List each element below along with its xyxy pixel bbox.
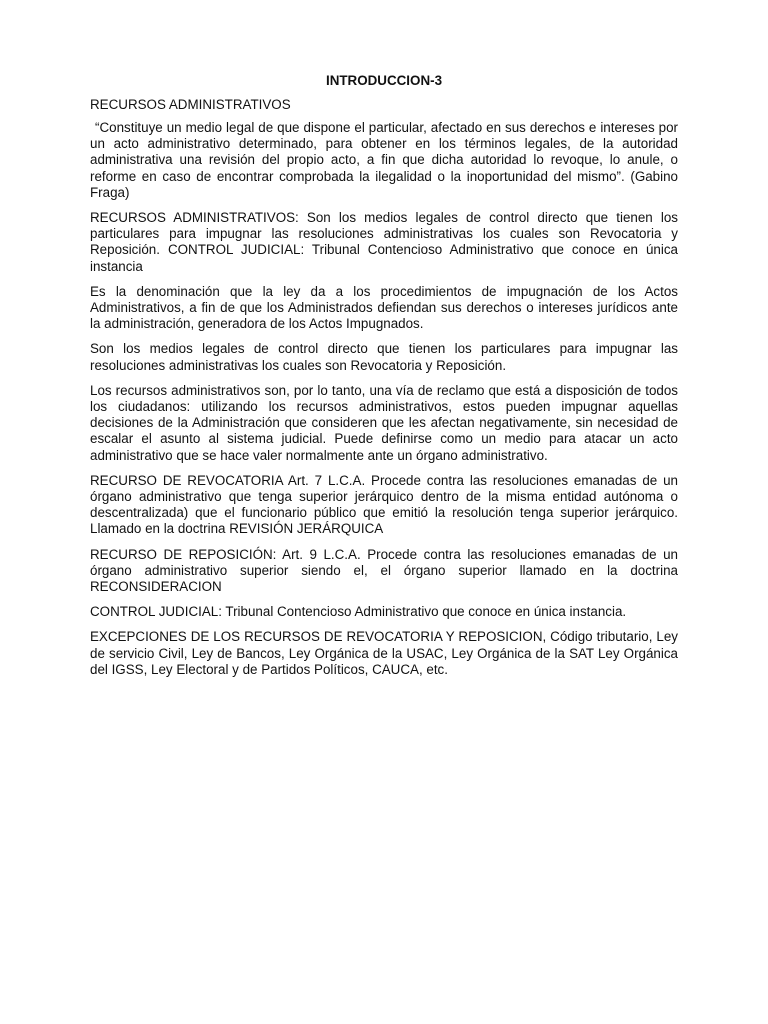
paragraph-recurso-revocatoria: RECURSO DE REVOCATORIA Art. 7 L.C.A. Procede contra las resoluciones emanadas de un órgano administrativo que tenga superior jerárquico dentro de la misma entidad autónoma o descentralizada) que el funcionario público que emitió la resolución tenga superior jerárquico. Llamado en la doctrina REVISIÓN JERÁRQUICA xyxy=(90,472,678,537)
paragraph-excepciones: EXCEPCIONES DE LOS RECURSOS DE REVOCATORIA Y REPOSICION, Código tributario, Ley de servicio Civil, Ley de Bancos, Ley Orgánica de la USAC, Ley Orgánica de la SAT Ley Orgánica del IGSS, Ley Electoral y de Partidos Políticos, CAUCA, etc. xyxy=(90,629,678,677)
document-title: INTRODUCCION-3 xyxy=(325,73,443,88)
document-page xyxy=(90,72,678,687)
paragraph-via-de-reclamo: Los recursos administrativos son, por lo tanto, una vía de reclamo que está a disposición de todos los ciudadanos: utilizando los recursos administrativos, estos pueden impugnar aquellas decisiones de la Administración que consideren que les afectan negativamente, sin necesidad de escalar el asunto al sistema judicial. Puede definirse como un medio para atacar un acto administrativo que se hace valer normalmente ante un órgano administrativo. xyxy=(90,382,678,463)
paragraph-recurso-reposicion: RECURSO DE REPOSICIÓN: Art. 9 L.C.A. Procede contra las resoluciones emanadas de un órgano administrativo superior siendo el, el órgano superior llamado en la doctrina RECONSIDERACION xyxy=(90,546,678,595)
paragraph-recursos-definicion: RECURSOS ADMINISTRATIVOS: Son los medios legales de control directo que tienen los particulares para impugnar las resoluciones administrativas los cuales son Revocatoria y Reposición. CONTROL JUDICIAL: Tribunal Contencioso Administrativo que conoce en única instancia xyxy=(90,210,678,274)
paragraph-medios-legales: Son los medios legales de control directo que tienen los particulares para impugnar las resoluciones administrativas los cuales son Revocatoria y Reposición. xyxy=(90,341,678,373)
paragraph-quote-gabino-fraga: “Constituye un medio legal de que dispone el particular, afectado en sus derechos e intereses por un acto administrativo determinado, para obtener en los términos legales, de la autoridad administrativa una revisión del propio acto, a fin que dicha autoridad lo revoque, lo anule, o reforme en caso de encontrar comprobada la ilegalidad o la inoportunidad del mismo”. (Gabino Fraga) xyxy=(90,120,678,200)
paragraph-denominacion: Es la denominación que la ley da a los procedimientos de impugnación de los Actos Administrativos, a fin de que los Administrados defiendan sus derechos o intereses jurídicos ante la administración, generadora de los Actos Impugnados. xyxy=(90,283,678,332)
paragraph-control-judicial: CONTROL JUDICIAL: Tribunal Contencioso Administrativo que conoce en única instancia. xyxy=(90,604,627,620)
document-subtitle: RECURSOS ADMINISTRATIVOS xyxy=(90,97,291,112)
